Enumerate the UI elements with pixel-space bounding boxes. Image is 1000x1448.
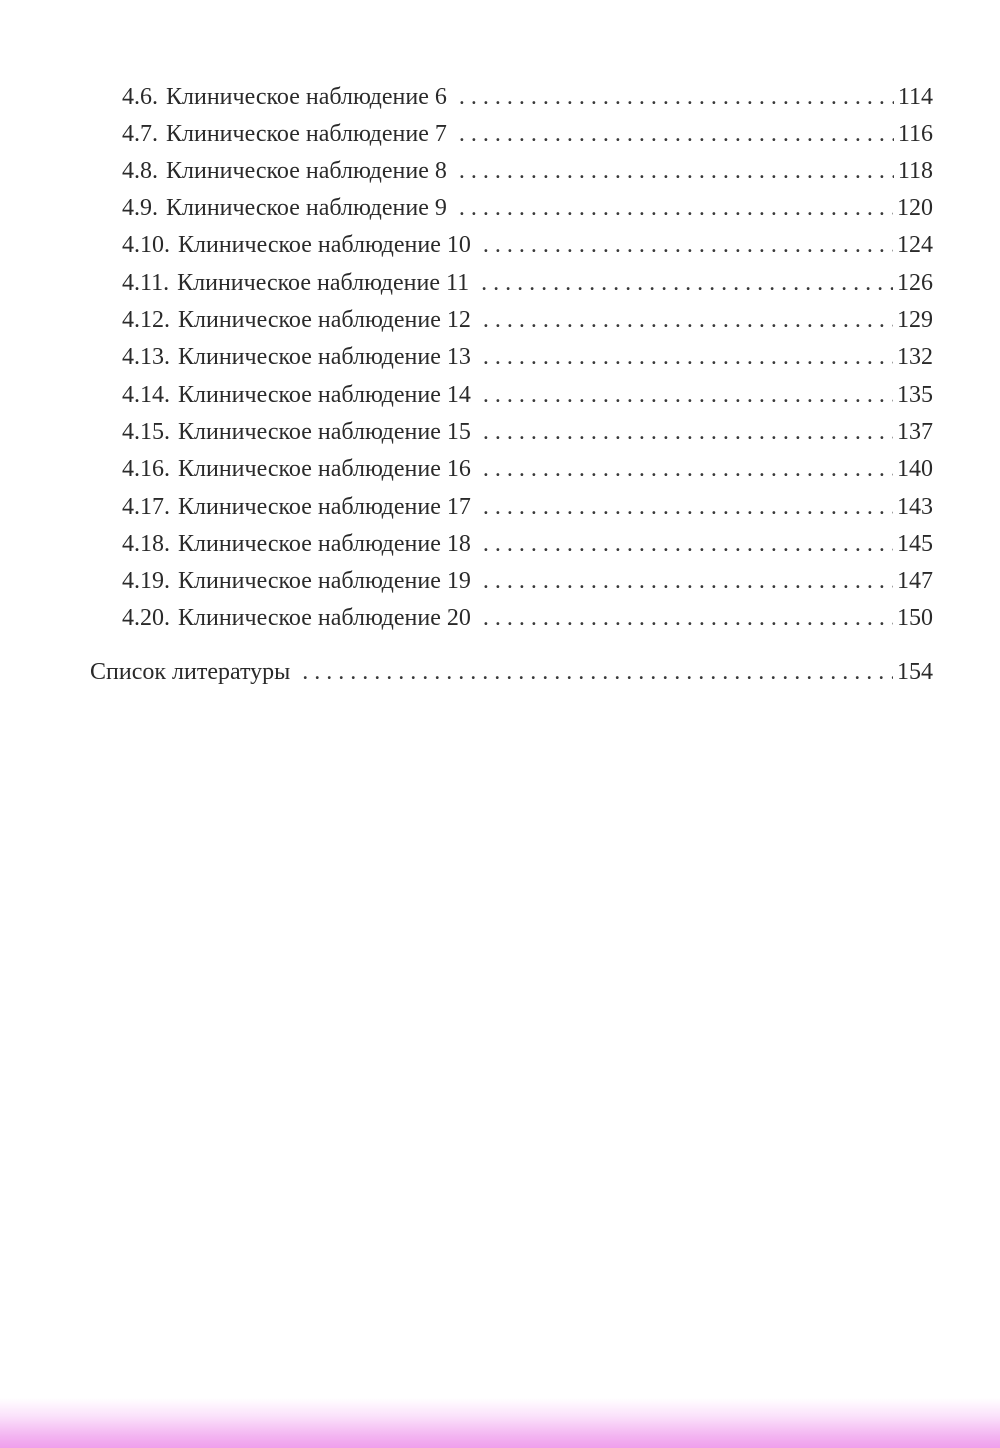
toc-leader-dots xyxy=(483,566,893,596)
toc-leader-dots xyxy=(459,193,893,223)
toc-entry-bibliography[interactable] xyxy=(90,657,933,687)
toc-entry-title: Клиническое наблюдение 12 xyxy=(178,307,471,333)
toc-entry-number: 4.14. xyxy=(122,382,170,408)
toc-entry-number: 4.16. xyxy=(122,456,170,482)
toc-entry-title: Клиническое наблюдение 7 xyxy=(166,121,447,147)
toc-entry-page: 120 xyxy=(897,195,933,221)
toc-entry[interactable] xyxy=(122,230,933,260)
toc-entry[interactable] xyxy=(122,342,933,372)
toc-entry-title: Клиническое наблюдение 17 xyxy=(178,494,471,520)
toc-entry-page: 129 xyxy=(897,307,933,333)
toc-leader-dots xyxy=(483,454,893,484)
toc-leader-dots xyxy=(483,417,893,447)
toc-entry-title: Клиническое наблюдение 20 xyxy=(178,605,471,631)
toc-entry-number: 4.7. xyxy=(122,121,158,147)
toc-entry[interactable] xyxy=(122,566,933,596)
toc-entry-number: 4.6. xyxy=(122,84,158,110)
toc-entry-number: 4.13. xyxy=(122,344,170,370)
toc-entry-number: 4.10. xyxy=(122,232,170,258)
toc-leader-dots xyxy=(459,119,894,149)
toc-entry[interactable] xyxy=(122,603,933,633)
toc-leader-dots xyxy=(483,529,893,559)
toc-entry-number: 4.19. xyxy=(122,568,170,594)
toc-entry-page: 135 xyxy=(897,382,933,408)
toc-entry-title: Клиническое наблюдение 13 xyxy=(178,344,471,370)
toc-entry-page: 126 xyxy=(897,270,933,296)
decorative-bottom-band xyxy=(0,1398,1000,1448)
toc-entry-page: 118 xyxy=(897,158,933,184)
toc-entry-title: Клиническое наблюдение 16 xyxy=(178,456,471,482)
toc-leader-dots xyxy=(302,657,893,687)
toc-entry[interactable] xyxy=(122,492,933,522)
toc-entry-page: 124 xyxy=(897,232,933,258)
toc-entry-title: Клиническое наблюдение 11 xyxy=(177,270,470,296)
toc-entry-title: Клиническое наблюдение 10 xyxy=(178,232,471,258)
toc-entry-title: Клиническое наблюдение 6 xyxy=(166,84,447,110)
toc-entry[interactable] xyxy=(122,417,933,447)
toc-entry-page: 140 xyxy=(897,456,933,482)
toc-entry-page: 143 xyxy=(897,494,933,520)
toc-entry[interactable] xyxy=(122,193,933,223)
toc-entry-title: Клиническое наблюдение 8 xyxy=(166,158,447,184)
toc-entry-title: Клиническое наблюдение 18 xyxy=(178,531,471,557)
toc-entry[interactable] xyxy=(122,529,933,559)
toc-leader-dots xyxy=(459,82,894,112)
toc-entry[interactable] xyxy=(122,380,933,410)
toc-entry-page: 150 xyxy=(897,605,933,631)
toc-entry-number: 4.12. xyxy=(122,307,170,333)
toc-entry-title: Список литературы xyxy=(90,659,291,685)
toc-entry-page: 114 xyxy=(897,84,933,110)
toc-entry[interactable] xyxy=(122,454,933,484)
toc-entry-page: 145 xyxy=(897,531,933,557)
toc-entry-page: 132 xyxy=(897,344,933,370)
toc-entry-number: 4.15. xyxy=(122,419,170,445)
toc-leader-dots xyxy=(483,492,893,522)
toc-entry[interactable] xyxy=(122,156,933,186)
toc-leader-dots xyxy=(481,268,893,298)
toc-entry-number: 4.20. xyxy=(122,605,170,631)
toc-entry[interactable] xyxy=(122,305,933,335)
toc-entry-title: Клиническое наблюдение 19 xyxy=(178,568,471,594)
toc-entry-page: 137 xyxy=(897,419,933,445)
toc-entry-page: 154 xyxy=(897,659,933,685)
toc-entry[interactable] xyxy=(122,82,933,112)
toc-leader-dots xyxy=(483,380,893,410)
toc-leader-dots xyxy=(459,156,894,186)
toc-leader-dots xyxy=(483,603,893,633)
toc-entry-number: 4.11. xyxy=(122,270,170,296)
toc-entry-number: 4.8. xyxy=(122,158,158,184)
toc-entry-page: 147 xyxy=(897,568,933,594)
toc-entry-page: 116 xyxy=(897,121,933,147)
toc-entry-title: Клиническое наблюдение 9 xyxy=(166,195,447,221)
toc-leader-dots xyxy=(483,305,893,335)
toc-entry-title: Клиническое наблюдение 15 xyxy=(178,419,471,445)
toc-entry-number: 4.17. xyxy=(122,494,170,520)
toc-entry-number: 4.9. xyxy=(122,195,158,221)
toc-entry[interactable] xyxy=(122,268,933,298)
toc-leader-dots xyxy=(483,342,893,372)
toc-entry-number: 4.18. xyxy=(122,531,170,557)
toc-entry[interactable] xyxy=(122,119,933,149)
toc-entry-title: Клиническое наблюдение 14 xyxy=(178,382,471,408)
toc-leader-dots xyxy=(483,230,893,260)
